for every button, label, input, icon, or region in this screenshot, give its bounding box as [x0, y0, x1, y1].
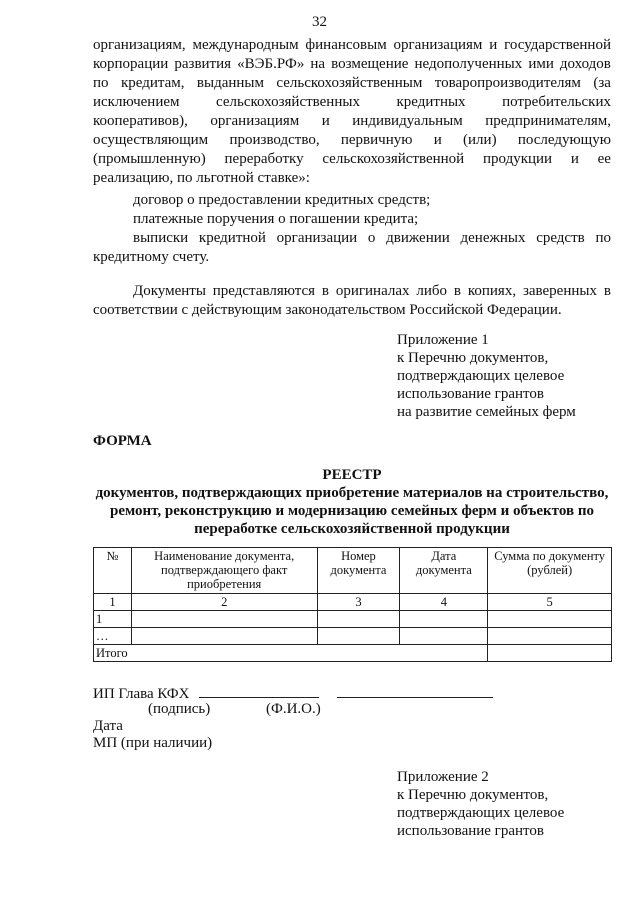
header-cell: Сумма по документу (рублей): [488, 548, 612, 594]
p1-line: [93, 55, 611, 74]
word: представляются: [212, 283, 316, 299]
table-cell: [131, 611, 317, 628]
word: сельскохозяйственных: [216, 94, 360, 110]
word: государственной: [504, 37, 611, 53]
table-cell: [317, 611, 400, 628]
name-caption: (Ф.И.О.): [266, 701, 321, 717]
table-numbering-row: [94, 594, 612, 611]
stamp-label: МП (при наличии): [93, 735, 213, 751]
registry-title: РЕЕСТР: [322, 467, 382, 483]
word: кредитных: [396, 94, 466, 110]
word: в: [603, 283, 611, 299]
list-item-continued: кредитному счету.: [93, 249, 210, 265]
paragraph-1: [93, 36, 611, 188]
annex-title: Приложение 1: [397, 332, 489, 348]
word: товаропроизводителям: [434, 75, 581, 91]
table-cell: [488, 611, 612, 628]
word: по: [595, 230, 611, 246]
word: финансовым: [305, 37, 387, 53]
annex-line: к Перечню документов,: [397, 787, 549, 803]
registry-subtitle-line: ремонт, реконструкцию и модернизацию семейных ферм и объектов по: [110, 503, 594, 519]
annex-title: Приложение 2: [397, 769, 489, 785]
form-label: ФОРМА: [93, 433, 152, 449]
word: производство,: [229, 132, 320, 148]
annex-1: [397, 331, 576, 421]
word: осуществляющим: [93, 132, 209, 148]
word: организациям: [393, 37, 483, 53]
annex-2: [397, 768, 564, 840]
word: и: [433, 132, 442, 148]
p1-line: [93, 112, 611, 131]
word: недополученных: [414, 56, 523, 72]
table-cell: 2: [131, 594, 317, 611]
table-cell: [488, 628, 612, 645]
table-row: [94, 611, 612, 628]
word: (или): [463, 132, 497, 148]
annex-line: подтверждающих целевое: [397, 805, 565, 821]
word: индивидуальным: [352, 113, 463, 129]
table-total-row: [94, 645, 612, 662]
head-label: ИП Глава КФХ: [93, 686, 190, 702]
registry-table: [93, 547, 612, 662]
word: предпринимателям,: [485, 113, 611, 129]
sign-caption: (подпись): [148, 701, 211, 717]
word: первичную: [340, 132, 413, 148]
p2-line: соответствии с действующим законодательством Российской Федерации.: [93, 302, 562, 318]
list-item: платежные поручения о погашении кредита;: [133, 211, 419, 227]
p1-line: [93, 36, 611, 55]
registry-title-block: [93, 466, 611, 538]
word: либо: [416, 283, 448, 299]
signature-line: [199, 683, 319, 698]
document-list: [93, 191, 611, 267]
header-cell: №: [94, 548, 132, 594]
word: кредитной: [198, 230, 266, 246]
word: (за: [593, 75, 611, 91]
annex-line: к Перечню документов,: [397, 350, 549, 366]
word: сельскохозяйственной: [322, 151, 465, 167]
list-item: [93, 229, 611, 248]
word: ее: [597, 151, 611, 167]
word: на: [310, 56, 326, 72]
word: в: [321, 283, 329, 299]
word: продукции: [482, 151, 553, 167]
word: средств: [536, 230, 585, 246]
p1-line: [93, 74, 611, 93]
word: выписки: [133, 230, 189, 246]
word: в: [453, 283, 461, 299]
registry-subtitle-line: переработке сельскохозяйственной продукции: [194, 521, 510, 537]
word: организациям,: [93, 37, 186, 53]
name-line: [337, 683, 493, 698]
table-cell: [488, 645, 612, 662]
table-cell: [131, 628, 317, 645]
word: Документы: [133, 283, 206, 299]
word: оригиналах: [335, 283, 410, 299]
word: корпорации: [93, 56, 169, 72]
word: и: [489, 37, 498, 53]
word: кооперативов),: [93, 113, 188, 129]
word: по: [93, 75, 109, 91]
annex-line: подтверждающих целевое: [397, 368, 565, 384]
table-cell: 1: [94, 594, 132, 611]
word: организации: [276, 230, 358, 246]
word: доходов: [559, 56, 611, 72]
registry-subtitle-line: документов, подтверждающих приобретение материалов на строительство,: [95, 485, 609, 501]
page-number: 32: [312, 14, 327, 30]
table-cell: 5: [488, 594, 612, 611]
header-cell: Дата документа: [400, 548, 488, 594]
table-row: [94, 628, 612, 645]
word: потребительских: [502, 94, 611, 110]
list-item: договор о предоставлении кредитных средств;: [133, 192, 431, 208]
word: развития: [174, 56, 232, 72]
p1-line: [93, 150, 611, 169]
annex-line: использование грантов: [397, 823, 544, 839]
word: движении: [386, 230, 450, 246]
total-label: Итого: [94, 645, 488, 662]
word: о: [367, 230, 376, 246]
word: последующую: [517, 132, 611, 148]
table-cell: 4: [400, 594, 488, 611]
word: и: [321, 113, 330, 129]
p2-line: [93, 282, 611, 301]
word: возмещение: [331, 56, 409, 72]
table-cell: [317, 628, 400, 645]
table-cell: 1: [94, 611, 132, 628]
word: копиях,: [467, 283, 517, 299]
annex-line: на развитие семейных ферм: [397, 404, 576, 420]
word: организациям: [210, 113, 300, 129]
p1-line: [93, 131, 611, 150]
word: сельскохозяйственным: [276, 75, 423, 91]
table-cell: 3: [317, 594, 400, 611]
word: международным: [192, 37, 299, 53]
table-cell: [400, 611, 488, 628]
table-cell: [400, 628, 488, 645]
date-label: Дата: [93, 718, 123, 734]
word: (промышленную): [93, 151, 206, 167]
word: «ВЭБ.РФ»: [237, 56, 305, 72]
annex-line: использование грантов: [397, 386, 544, 402]
header-cell: Наименование документа, подтверждающего факт приобретения: [131, 548, 317, 594]
table-header-row: [94, 548, 612, 594]
table-cell: …: [94, 628, 132, 645]
word: денежных: [460, 230, 526, 246]
word: заверенных: [522, 283, 597, 299]
word: кредитам,: [120, 75, 185, 91]
word: выданным: [196, 75, 264, 91]
paragraph-2: [93, 282, 611, 320]
p1-last-line: реализацию, по льготной ставке»:: [93, 170, 310, 186]
header-cell: Номер документа: [317, 548, 400, 594]
word: ими: [528, 56, 554, 72]
word: исключением: [93, 94, 180, 110]
word: переработку: [224, 151, 304, 167]
word: и: [570, 151, 579, 167]
p1-line: [93, 93, 611, 112]
